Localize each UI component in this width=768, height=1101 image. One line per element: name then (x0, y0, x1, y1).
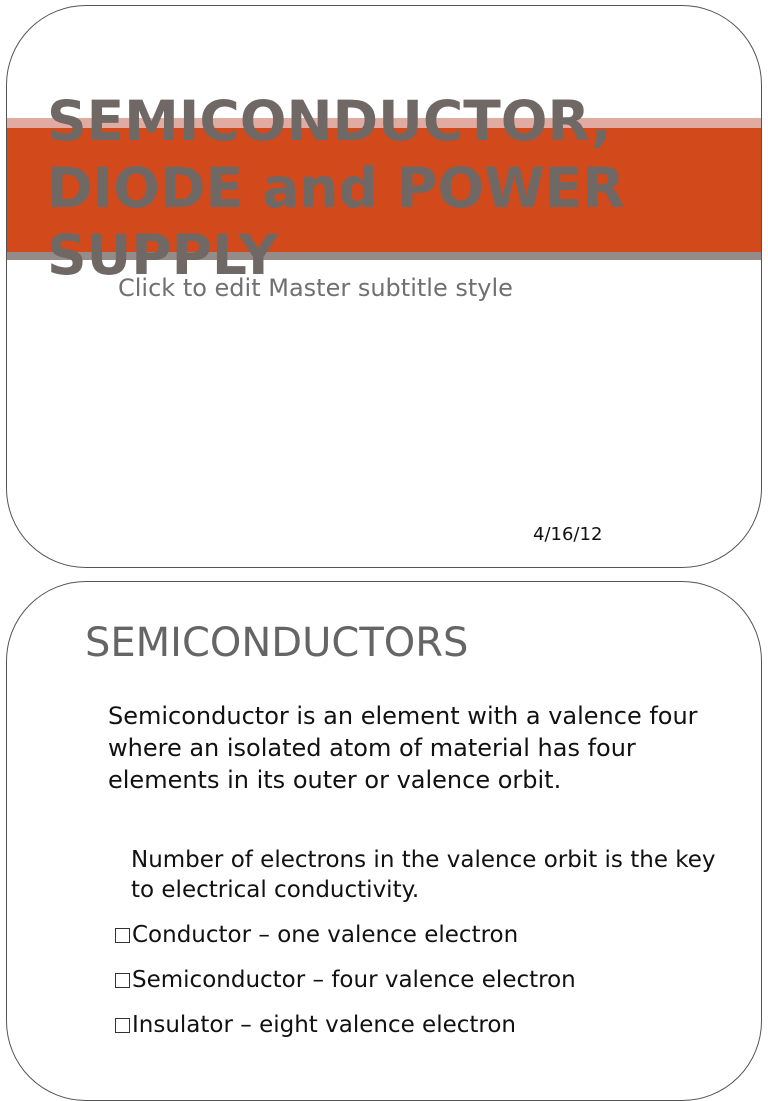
content-slide[interactable] (6, 581, 762, 1101)
title-slide[interactable] (6, 5, 762, 568)
bullet-item (115, 1010, 516, 1040)
bullet-text: Semiconductor – four valence electron (132, 967, 576, 993)
body-sub-paragraph: Number of electrons in the valence orbit is the key to electrical conductivity. (131, 847, 716, 903)
slide-subtitle: Click to edit Master subtitle style (118, 274, 513, 302)
slide-date: 4/16/12 (533, 524, 603, 545)
bullet-item (115, 920, 518, 950)
bullet-text: Conductor – one valence electron (132, 922, 519, 948)
slide-title: SEMICONDUCTORS (85, 620, 469, 666)
slide-title: SEMICONDUCTOR, DIODE and POWER SUPPLY (47, 89, 625, 287)
bullet-text: Insulator – eight valence electron (132, 1012, 517, 1038)
body-paragraph: Semiconductor is an element with a valence four where an isolated atom of material has four elements in its outer or valence orbit. (108, 702, 698, 794)
checkbox-square-icon (115, 928, 130, 943)
checkbox-square-icon (115, 973, 130, 988)
checkbox-square-icon (115, 1018, 130, 1033)
bullet-item (115, 965, 576, 995)
